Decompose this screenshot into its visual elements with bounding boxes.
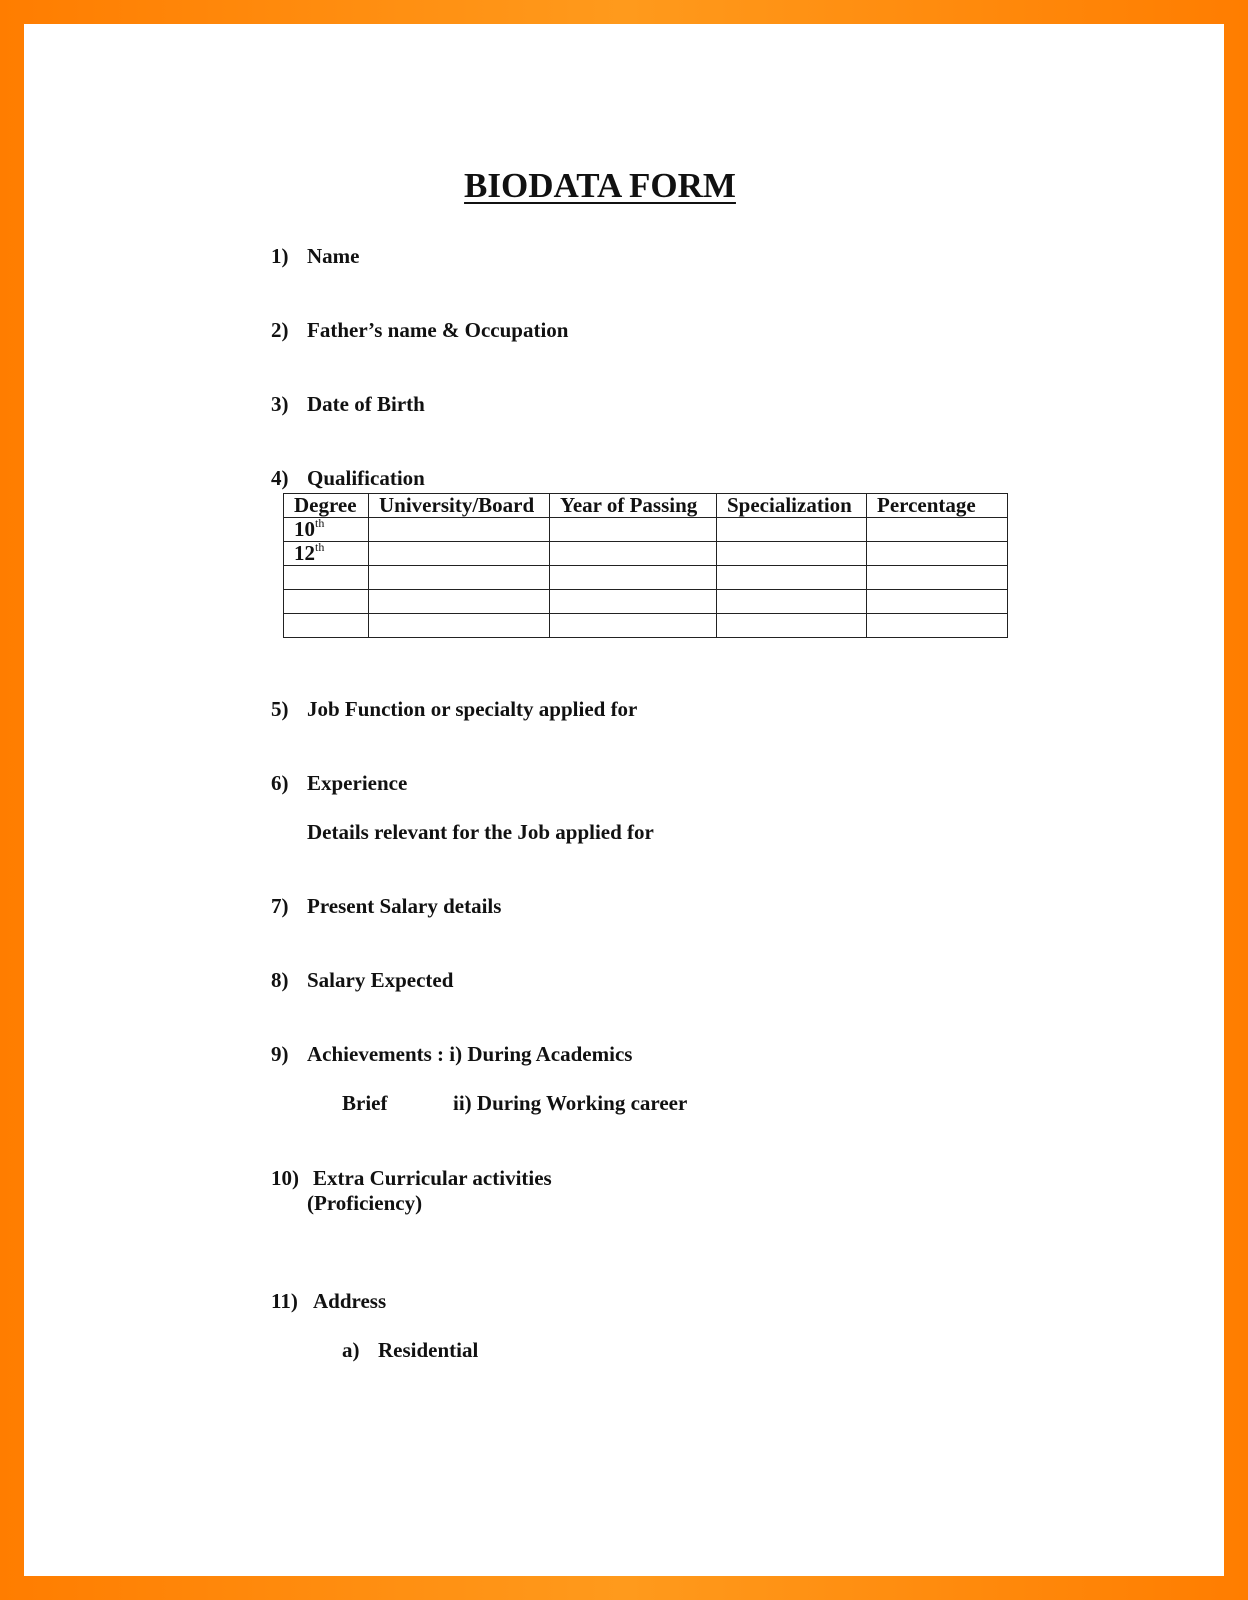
item-label: Qualification — [307, 466, 425, 490]
university-cell[interactable] — [369, 542, 550, 566]
percentage-cell[interactable] — [867, 518, 1008, 542]
table-row — [284, 518, 1008, 542]
qualification-table — [283, 493, 1008, 638]
achievements-working-career: ii) During Working career — [453, 1091, 688, 1115]
table-row — [284, 542, 1008, 566]
percentage-cell[interactable] — [867, 542, 1008, 566]
item-label: Name — [307, 244, 360, 268]
item-number: 2) — [271, 318, 289, 342]
year-cell[interactable] — [550, 614, 717, 638]
item-number: 9) — [271, 1042, 289, 1066]
header-year: Year of Passing — [550, 494, 717, 518]
degree-cell[interactable] — [284, 566, 369, 590]
item-number: 7) — [271, 894, 289, 918]
university-cell[interactable] — [369, 614, 550, 638]
header-university: University/Board — [369, 494, 550, 518]
header-specialization: Specialization — [717, 494, 867, 518]
item-label: Experience — [307, 771, 408, 795]
item-number: 8) — [271, 968, 289, 992]
item-number: 4) — [271, 466, 289, 490]
form-title: BIODATA FORM — [464, 166, 736, 205]
specialization-cell[interactable] — [717, 542, 867, 566]
year-cell[interactable] — [550, 590, 717, 614]
year-cell[interactable] — [550, 518, 717, 542]
university-cell[interactable] — [369, 566, 550, 590]
degree-value: 10 — [294, 517, 315, 541]
degree-cell[interactable] — [284, 614, 369, 638]
item-label: Date of Birth — [307, 392, 425, 416]
extra-curricular-proficiency: (Proficiency) — [307, 1191, 423, 1215]
year-cell[interactable] — [550, 542, 717, 566]
university-cell[interactable] — [369, 590, 550, 614]
degree-cell[interactable] — [284, 590, 369, 614]
university-cell[interactable] — [369, 518, 550, 542]
table-row — [284, 614, 1008, 638]
item-number: 10) — [271, 1166, 299, 1190]
percentage-cell[interactable] — [867, 566, 1008, 590]
item-number: 3) — [271, 392, 289, 416]
item-label: Salary Expected — [307, 968, 454, 992]
table-row — [284, 590, 1008, 614]
item-label: Father’s name & Occupation — [307, 318, 569, 342]
degree-cell — [284, 542, 369, 566]
achievements-brief-label: Brief — [342, 1091, 388, 1115]
item-number: 1) — [271, 244, 289, 268]
specialization-cell[interactable] — [717, 614, 867, 638]
table-row — [284, 566, 1008, 590]
year-cell[interactable] — [550, 566, 717, 590]
item-label: Job Function or specialty applied for — [307, 697, 638, 721]
degree-value: 12 — [294, 541, 315, 565]
item-label: Extra Curricular activities — [313, 1166, 552, 1190]
degree-suffix: th — [315, 516, 325, 530]
degree-suffix: th — [315, 540, 325, 554]
table-header-row — [284, 494, 1008, 518]
sub-item-label: Residential — [378, 1338, 479, 1362]
item-label: Present Salary details — [307, 894, 502, 918]
percentage-cell[interactable] — [867, 614, 1008, 638]
sub-item-number: a) — [342, 1338, 360, 1362]
item-number: 5) — [271, 697, 289, 721]
percentage-cell[interactable] — [867, 590, 1008, 614]
experience-details-label: Details relevant for the Job applied for — [307, 820, 654, 844]
form-page — [24, 24, 1224, 1576]
item-number: 6) — [271, 771, 289, 795]
specialization-cell[interactable] — [717, 590, 867, 614]
header-percentage: Percentage — [867, 494, 1008, 518]
item-label: Achievements : i) During Academics — [307, 1042, 633, 1066]
item-label: Address — [313, 1289, 387, 1313]
header-degree: Degree — [284, 494, 369, 518]
specialization-cell[interactable] — [717, 518, 867, 542]
item-number: 11) — [271, 1289, 298, 1313]
degree-cell — [284, 518, 369, 542]
specialization-cell[interactable] — [717, 566, 867, 590]
